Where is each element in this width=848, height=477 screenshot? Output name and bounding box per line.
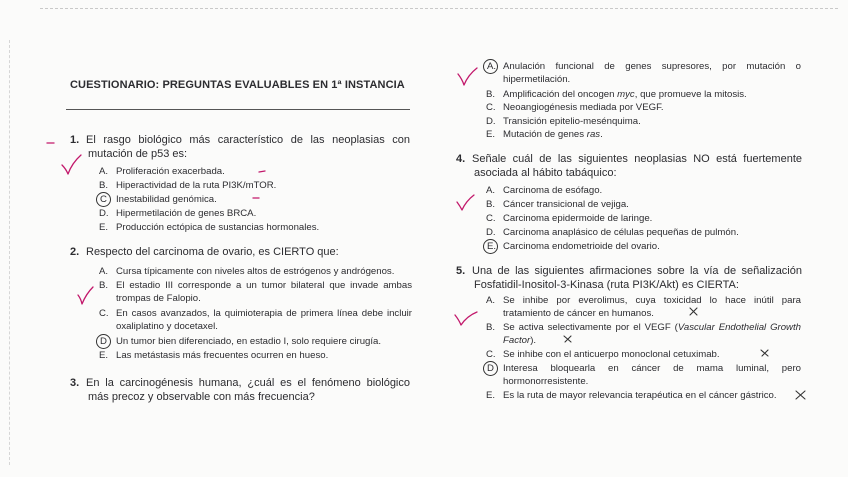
q2-option-a: A. Cursa típicamente con niveles altos de estrógenos y andrógenos. xyxy=(99,266,395,277)
question-1 xyxy=(70,133,410,161)
question-text: En la carcinogénesis humana, ¿cuál es el fenómeno biológico más precoz y observable con más frecuencia? xyxy=(86,377,410,403)
check-mark-icon xyxy=(453,309,479,329)
q1-option-d: D. Hipermetilación de genes BRCA. xyxy=(99,208,257,219)
question-number: 3. xyxy=(70,377,80,389)
question-number: 2. xyxy=(70,246,80,258)
q3-option-e: E. Mutación de genes ras. xyxy=(486,129,603,140)
check-mark-icon xyxy=(455,193,477,213)
cross-mark-icon xyxy=(760,348,770,358)
q3-option-d: D. Transición epitelio-mesénquima. xyxy=(486,116,641,127)
question-number: 4. xyxy=(456,153,466,165)
q2-option-e: E. Las metástasis más frecuentes ocurren en hueso. xyxy=(99,350,329,361)
q5-option-a: A. Se inhibe por everolimus, cuya toxicidad lo hace inútil para tratamiento de cáncer en humanos. xyxy=(486,295,801,319)
q4-option-c: C. Carcinoma epidermoide de laringe. xyxy=(486,213,653,224)
q2-option-b: B. El estadio III corresponde a un tumor bilateral que invade ambas trompas de Falopio. xyxy=(99,280,412,304)
q1-option-b: B. Hiperactividad de la ruta PI3K/mTOR. xyxy=(99,180,277,191)
question-2 xyxy=(70,245,410,259)
q4-option-b: B. Cáncer transicional de vejiga. xyxy=(486,199,629,210)
q3-option-a: A. Anulación funcional de genes supresores, por mutación o hipermetilación. xyxy=(503,60,801,86)
cross-mark-icon xyxy=(689,307,699,317)
question-number: 5. xyxy=(456,265,466,277)
question-text: El rasgo biológico más característico de las neoplasias con mutación de p53 es: xyxy=(86,134,410,160)
question-text: Respecto del carcinoma de ovario, es CIERTO que: xyxy=(86,246,339,258)
q3-option-b: B. Amplificación del oncogen myc, que promueve la mitosis. xyxy=(486,89,747,100)
cross-mark-icon xyxy=(795,390,807,400)
page-edge-top xyxy=(40,8,838,9)
question-number: 1. xyxy=(70,134,80,146)
pen-dash-icon xyxy=(258,169,268,175)
page-title: CUESTIONARIO: PREGUNTAS EVALUABLES EN 1ª INSTANCIA xyxy=(70,79,405,91)
question-3 xyxy=(70,376,410,404)
q1-option-c: C Inestabilidad genómica. xyxy=(116,193,406,206)
q5-option-b: B. Se activa selectivamente por el VEGF (Vascular Endothelial Growth Factor). xyxy=(486,322,801,346)
check-mark-icon xyxy=(60,153,84,177)
pen-dash-icon xyxy=(252,196,262,202)
title-rule xyxy=(66,109,410,110)
q5-option-c: C. Se inhibe con el anticuerpo monoclonal cetuximab. xyxy=(486,349,720,360)
q2-option-c: C. En casos avanzados, la quimioterapia de primera línea debe incluir oxaliplatino y docetaxel. xyxy=(99,308,412,332)
check-mark-icon xyxy=(76,285,96,307)
question-5 xyxy=(456,264,802,292)
q4-option-a: A. Carcinoma de esófago. xyxy=(486,185,603,196)
q2-option-d: D Un tumor bien diferenciado, en estadio I, solo requiere cirugía. xyxy=(116,335,412,348)
q1-option-a: A. Proliferación exacerbada. xyxy=(99,166,225,177)
cross-mark-icon xyxy=(563,334,573,344)
q4-option-d: D. Carcinoma anaplásico de células pequeñas de pulmón. xyxy=(486,227,739,238)
question-4 xyxy=(456,152,802,180)
question-text: Una de las siguientes afirmaciones sobre la vía de señalización Fosfatidil-Inositol-3-Kinasa (ruta PI3K/Akt) es CIERTA: xyxy=(472,265,802,291)
page-edge-left xyxy=(9,40,10,465)
question-text: Señale cuál de las siguientes neoplasias NO está fuertemente asociada al hábito tabáquico: xyxy=(472,153,802,179)
check-mark-icon xyxy=(456,66,480,88)
q1-option-e: E. Producción ectópica de sustancias hormonales. xyxy=(99,222,320,233)
q4-option-e: E. Carcinoma endometrioide del ovario. xyxy=(503,240,801,253)
q3-option-c: C. Neoangiogénesis mediada por VEGF. xyxy=(486,102,664,113)
q5-option-d: D Interesa bloquearla en cáncer de mama luminal, pero hormonorresistente. xyxy=(503,362,801,388)
q5-option-e: E. Es la ruta de mayor relevancia terapéutica en el cáncer gástrico. xyxy=(486,390,777,401)
pen-dash-icon xyxy=(46,140,56,146)
